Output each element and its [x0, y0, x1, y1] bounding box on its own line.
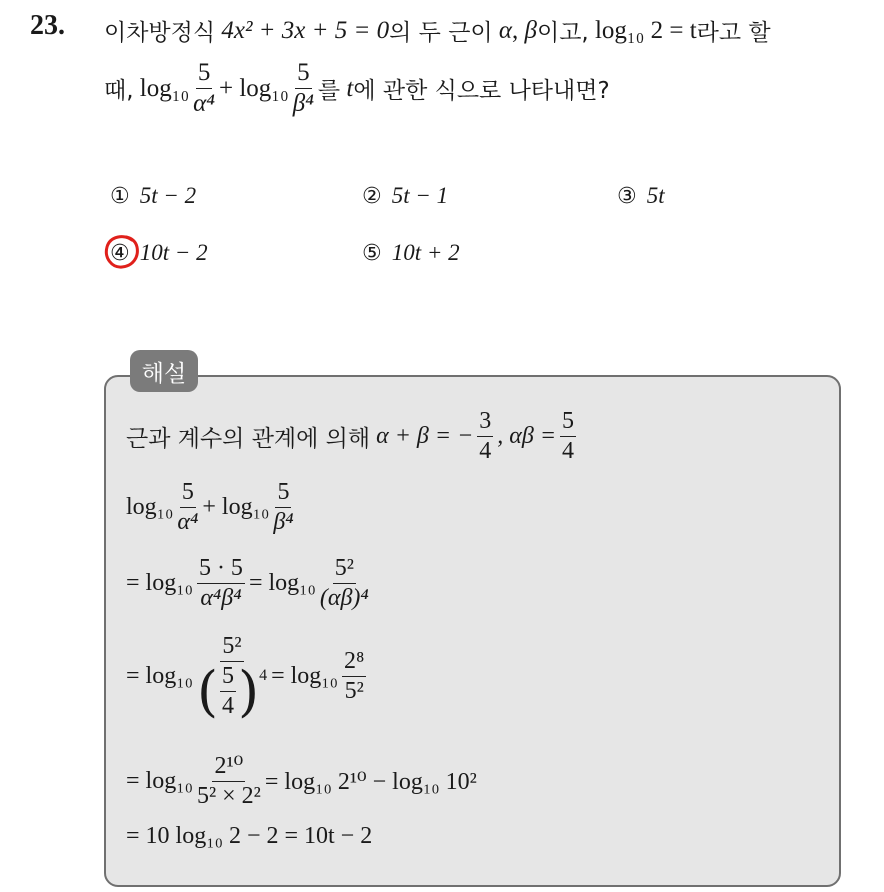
- fraction-numerator: 5: [275, 480, 291, 508]
- fraction-2pow10-over-5sq-times-2sq: [197, 754, 261, 809]
- left-paren: (: [196, 659, 219, 723]
- choice-text: 5t: [646, 183, 665, 208]
- solution-line-2: [126, 480, 298, 535]
- equals-log: = log₁₀: [126, 663, 193, 690]
- solution-line-1: [126, 409, 580, 464]
- solution-line-6: [126, 823, 372, 850]
- fraction-numerator: 5: [196, 60, 213, 89]
- log-label-2: log₁₀: [239, 74, 289, 102]
- choice-text: 10t − 2: [139, 240, 208, 265]
- fraction-denominator: [196, 659, 268, 723]
- fraction-denominator: β⁴: [273, 509, 294, 536]
- fraction-5-over-4: [560, 409, 576, 464]
- choice-number: ④: [110, 240, 130, 266]
- fraction-numerator: 5: [295, 60, 312, 89]
- answer-circle-mark: [102, 232, 142, 272]
- fraction-25-over-alpha4beta4: [197, 556, 245, 611]
- choice-text: 10t + 2: [391, 240, 460, 265]
- right-paren: ): [238, 659, 260, 723]
- solution-line-5: [126, 754, 477, 809]
- root-beta: β: [524, 16, 537, 44]
- fraction-5-over-4: [220, 664, 236, 719]
- choice-3[interactable]: [617, 183, 665, 209]
- log-label-1: log₁₀: [139, 74, 190, 102]
- equals-log: = log₁₀: [248, 570, 316, 597]
- fraction-2pow8-over-5sq: [342, 649, 366, 704]
- fraction-numerator: 5: [180, 480, 196, 508]
- fraction-numerator: 2¹⁰: [212, 754, 245, 782]
- choice-number: ⑤: [362, 240, 382, 266]
- choice-text: 5t − 1: [391, 183, 449, 208]
- choice-number: ③: [617, 183, 637, 209]
- equals-log: = log₁₀: [126, 768, 193, 795]
- question-text-when: 때,: [104, 78, 134, 105]
- plus-sign: +: [202, 494, 216, 521]
- log-definition: log₁₀ 2 = t: [594, 16, 697, 44]
- fraction-5-over-alpha4: [193, 60, 215, 118]
- fraction-denominator: α⁴β⁴: [200, 585, 242, 612]
- solution-line-4: [126, 633, 370, 723]
- solution-line-3: [126, 556, 373, 611]
- fraction-5sq-over-five-fourths-pow4: [196, 633, 268, 723]
- question-number: 23.: [30, 10, 65, 41]
- question-text-mid2: 이고,: [536, 20, 589, 46]
- fraction-numerator: 5 · 5: [197, 556, 245, 584]
- fraction-denominator: 5² × 2²: [196, 783, 261, 810]
- question-text-prefix: 이차방정식: [104, 20, 216, 46]
- root-alpha: α: [498, 16, 513, 44]
- fraction-5-over-beta4: [273, 480, 293, 535]
- fraction-numerator: 2⁸: [342, 649, 366, 677]
- fraction-denominator: (αβ)⁴: [319, 585, 369, 612]
- choice-1[interactable]: [110, 183, 196, 209]
- vieta-text: 근과 계수의 관계에 의해: [126, 426, 371, 453]
- equals-log: = log₁₀: [126, 570, 193, 597]
- question-line-2: [104, 60, 610, 118]
- solution-tag: 해설: [130, 350, 198, 392]
- plus-sign: +: [219, 74, 234, 102]
- fraction-denominator: 4: [222, 693, 235, 720]
- choice-number: ①: [110, 183, 130, 209]
- question-text-suffix: 라고 할: [696, 20, 771, 46]
- fraction-3-over-4: [477, 409, 493, 464]
- fraction-denominator: 4: [562, 438, 575, 465]
- exponent: 4: [259, 667, 268, 685]
- fraction-numerator: 5²: [220, 634, 243, 662]
- product-of-roots: , αβ =: [497, 423, 557, 450]
- fraction-denominator: α⁴: [177, 509, 199, 536]
- fraction-5sq-over-alphabeta4: [320, 556, 369, 611]
- fraction-numerator: 5: [220, 664, 236, 692]
- fraction-denominator: 5²: [344, 678, 364, 705]
- variable-t: t: [346, 74, 354, 102]
- final-result: = 10 log₁₀ 2 − 2 = 10t − 2: [126, 823, 373, 849]
- sum-of-roots: α + β = −: [376, 423, 474, 450]
- fraction-numerator: 3: [477, 409, 493, 437]
- comma: ,: [512, 16, 519, 44]
- equals-log: = log₁₀: [271, 663, 339, 690]
- fraction-denominator: β⁴: [292, 90, 314, 118]
- fraction-5-over-alpha4: [177, 480, 198, 535]
- choice-text: 5t − 2: [139, 183, 197, 208]
- choice-5[interactable]: [362, 240, 460, 266]
- question-text-mid: 의 두 근이: [389, 20, 493, 46]
- log-label: log₁₀: [126, 494, 174, 521]
- choice-number: ②: [362, 183, 382, 209]
- question-line-1: [104, 14, 771, 47]
- log-difference: = log₁₀ 2¹⁰ − log₁₀ 10²: [264, 769, 477, 796]
- fraction-numerator: 5: [560, 409, 576, 437]
- question-text-reul: 를: [317, 78, 341, 105]
- fraction-denominator: 4: [479, 438, 492, 465]
- fraction-denominator: α⁴: [193, 90, 215, 118]
- question-text-ending: 에 관한 식으로 나타내면?: [353, 78, 610, 105]
- log-label: log₁₀: [221, 494, 270, 521]
- fraction-numerator: 5²: [333, 556, 356, 584]
- quadratic-equation: 4x² + 3x + 5 = 0: [221, 16, 390, 44]
- choice-2[interactable]: [362, 183, 448, 209]
- fraction-5-over-beta4: [293, 60, 314, 118]
